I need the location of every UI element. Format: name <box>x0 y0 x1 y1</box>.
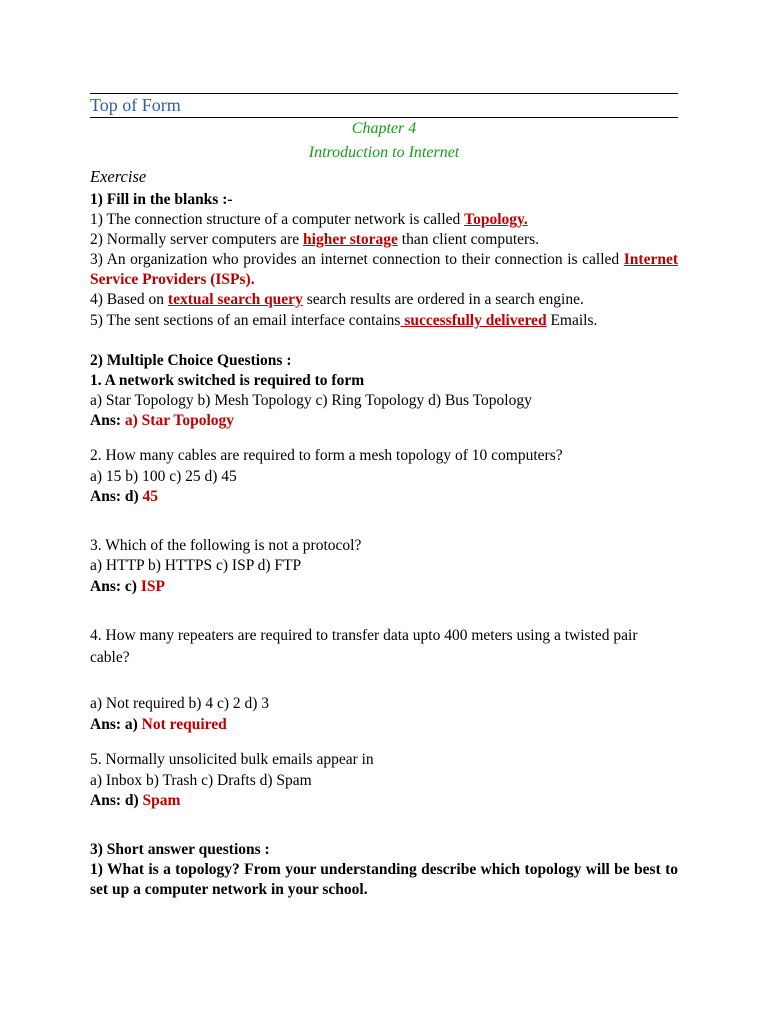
fill-item-answer: Internet <box>623 251 678 268</box>
answer-label: Ans: c) <box>90 578 141 595</box>
exercise-label: Exercise <box>90 167 147 186</box>
fill-item-text: 5) The sent sections of an email interface contains <box>90 312 401 329</box>
answer-label: Ans: d) <box>90 792 143 809</box>
answer-value: Not required <box>141 716 227 733</box>
mcq-q5-answer <box>90 791 678 811</box>
mcq-q1-answer <box>90 411 678 431</box>
fill-item-text: 4) Based on <box>90 291 168 308</box>
fill-item-answer-rest: Service Providers (ISPs). <box>90 271 255 288</box>
fill-item-answer: successfully delivered <box>400 312 547 329</box>
fill-item-text: 3) An organization who provides an internet connection to their connection is called <box>90 251 624 268</box>
chapter-number: Chapter 4 <box>351 120 417 137</box>
fill-item-text: 1) The connection structure of a computer network is called <box>90 211 465 228</box>
mcq-q1-question: 1. A network switched is required to form <box>90 372 365 389</box>
fill-item-1 <box>90 210 678 230</box>
fill-item-answer: higher storage <box>303 231 398 248</box>
fill-item-text: Emails. <box>546 312 598 329</box>
short-answer-heading: 3) Short answer questions : <box>90 841 270 858</box>
mcq-q4-options: a) Not required b) 4 c) 2 d) 3 <box>90 695 270 712</box>
form-rule <box>90 117 678 118</box>
mcq-q3-answer <box>90 577 678 597</box>
fill-item-answer: textual search query <box>167 291 303 308</box>
answer-value: ISP <box>140 578 165 595</box>
fill-item-4 <box>90 290 678 310</box>
mcq-q5-question: 5. Normally unsolicited bulk emails appear in <box>90 751 374 768</box>
mcq-q2-answer <box>90 487 678 507</box>
fill-item-text: 2) Normally server computers are <box>90 231 304 248</box>
mcq-q2-options: a) 15 b) 100 c) 25 d) 45 <box>90 468 237 485</box>
answer-value: Spam <box>142 792 181 809</box>
short-answer-q1: 1) What is a topology? From your understanding describe which topology will be best to set up a computer network in your school. <box>90 861 678 898</box>
fill-blanks-heading: 1) Fill in the blanks :- <box>90 191 233 208</box>
mcq-q4-question: 4. How many repeaters are required to transfer data upto 400 meters using a twisted pair cable? <box>90 627 638 666</box>
mcq-q1-options: a) Star Topology b) Mesh Topology c) Ring Topology d) Bus Topology <box>90 392 532 409</box>
fill-item-text: search results are ordered in a search engine. <box>302 291 584 308</box>
fill-item-answer: Topology. <box>464 211 528 228</box>
top-of-form-label: Top of Form <box>90 95 181 115</box>
mcq-q3-options: a) HTTP b) HTTPS c) ISP d) FTP <box>90 557 302 574</box>
mcq-q3-question: 3. Which of the following is not a protocol? <box>90 537 362 554</box>
answer-label: Ans: a) <box>90 716 142 733</box>
mcq-heading: 2) Multiple Choice Questions : <box>90 352 292 369</box>
mcq-q4-answer <box>90 715 678 735</box>
answer-value: 45 <box>142 488 159 505</box>
mcq-q5-options: a) Inbox b) Trash c) Drafts d) Spam <box>90 772 312 789</box>
chapter-title: Introduction to Internet <box>308 144 460 161</box>
answer-value: a) Star Topology <box>124 412 234 429</box>
answer-label: Ans: d) <box>90 488 143 505</box>
fill-item-3 <box>90 250 678 290</box>
fill-item-5 <box>90 311 678 331</box>
answer-label: Ans: <box>90 412 125 429</box>
mcq-q2-question: 2. How many cables are required to form a mesh topology of 10 computers? <box>90 447 563 464</box>
fill-item-text: than client computers. <box>397 231 540 248</box>
fill-item-2 <box>90 230 678 250</box>
